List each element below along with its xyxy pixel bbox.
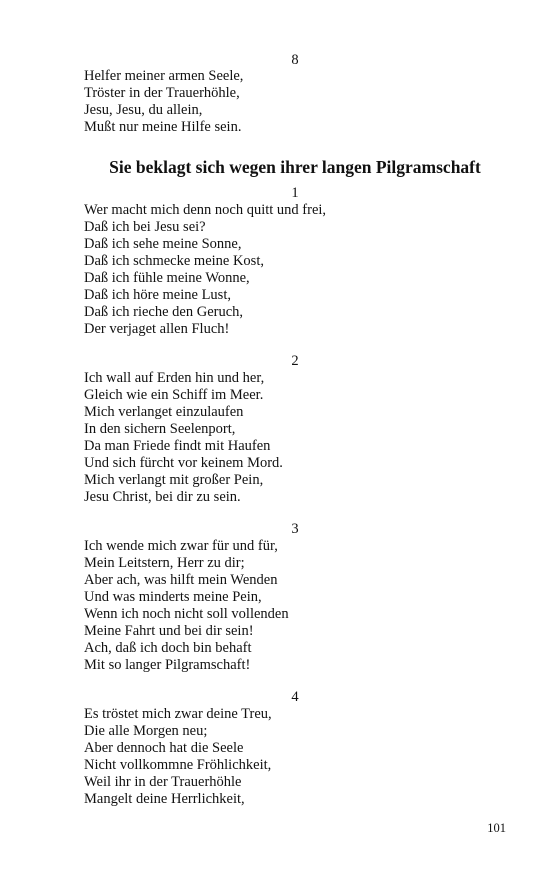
stanza (84, 68, 514, 136)
page-number: 101 (487, 821, 506, 835)
poem-title: Sie beklagt sich wegen ihrer langen Pilgramschaft (109, 157, 481, 177)
verse-line: Tröster in der Trauerhöhle, (84, 85, 240, 101)
verse-line: Gleich wie ein Schiff im Meer. (84, 387, 264, 403)
verse-line: Mit so langer Pilgramschaft! (84, 657, 251, 673)
verse-line: Und was minderts meine Pein, (84, 589, 262, 605)
stanza (84, 706, 514, 808)
verse-line: Mangelt deine Herrlichkeit, (84, 791, 245, 807)
verse-line: Helfer meiner armen Seele, (84, 68, 244, 84)
verse-line: In den sichern Seelenport, (84, 421, 236, 437)
verse-line: Daß ich fühle meine Wonne, (84, 270, 250, 286)
verse-line: Ach, daß ich doch bin behaft (84, 640, 252, 656)
verse-line: Da man Friede findt mit Haufen (84, 438, 271, 454)
verse-line: Jesu, Jesu, du allein, (84, 102, 203, 118)
verse-line: Weil ihr in der Trauerhöhle (84, 774, 242, 790)
stanza (84, 370, 514, 506)
verse-line: Mich verlangt mit großer Pein, (84, 472, 264, 488)
verse-line: Daß ich rieche den Geruch, (84, 304, 244, 320)
stanza-number: 2 (291, 353, 299, 369)
stanza-number: 4 (291, 689, 299, 705)
verse-line: Aber dennoch hat die Seele (84, 740, 244, 756)
stanza-number: 3 (291, 521, 299, 537)
verse-line: Die alle Morgen neu; (84, 723, 208, 739)
verse-line: Jesu Christ, bei dir zu sein. (84, 489, 241, 505)
verse-line: Und sich fürcht vor keinem Mord. (84, 455, 283, 471)
verse-line: Mein Leitstern, Herr zu dir; (84, 555, 245, 571)
stanza-number: 1 (291, 185, 299, 201)
verse-line: Mich verlanget einzulaufen (84, 404, 244, 420)
verse-line: Daß ich sehe meine Sonne, (84, 236, 242, 252)
verse-line: Der verjaget allen Fluch! (84, 321, 230, 337)
verse-line: Daß ich bei Jesu sei? (84, 219, 206, 235)
stanza-number: 8 (291, 52, 299, 68)
verse-line: Daß ich höre meine Lust, (84, 287, 231, 303)
stanza (84, 202, 514, 338)
stanza (84, 538, 514, 674)
verse-line: Daß ich schmecke meine Kost, (84, 253, 264, 269)
verse-line: Nicht vollkommne Fröhlichkeit, (84, 757, 272, 773)
verse-line: Mußt nur meine Hilfe sein. (84, 119, 242, 135)
verse-line: Ich wall auf Erden hin und her, (84, 370, 265, 386)
verse-line: Meine Fahrt und bei dir sein! (84, 623, 254, 639)
verse-line: Es tröstet mich zwar deine Treu, (84, 706, 272, 722)
verse-line: Aber ach, was hilft mein Wenden (84, 572, 278, 588)
verse-line: Ich wende mich zwar für und für, (84, 538, 278, 554)
verse-line: Wenn ich noch nicht soll vollenden (84, 606, 289, 622)
verse-line: Wer macht mich denn noch quitt und frei, (84, 202, 327, 218)
